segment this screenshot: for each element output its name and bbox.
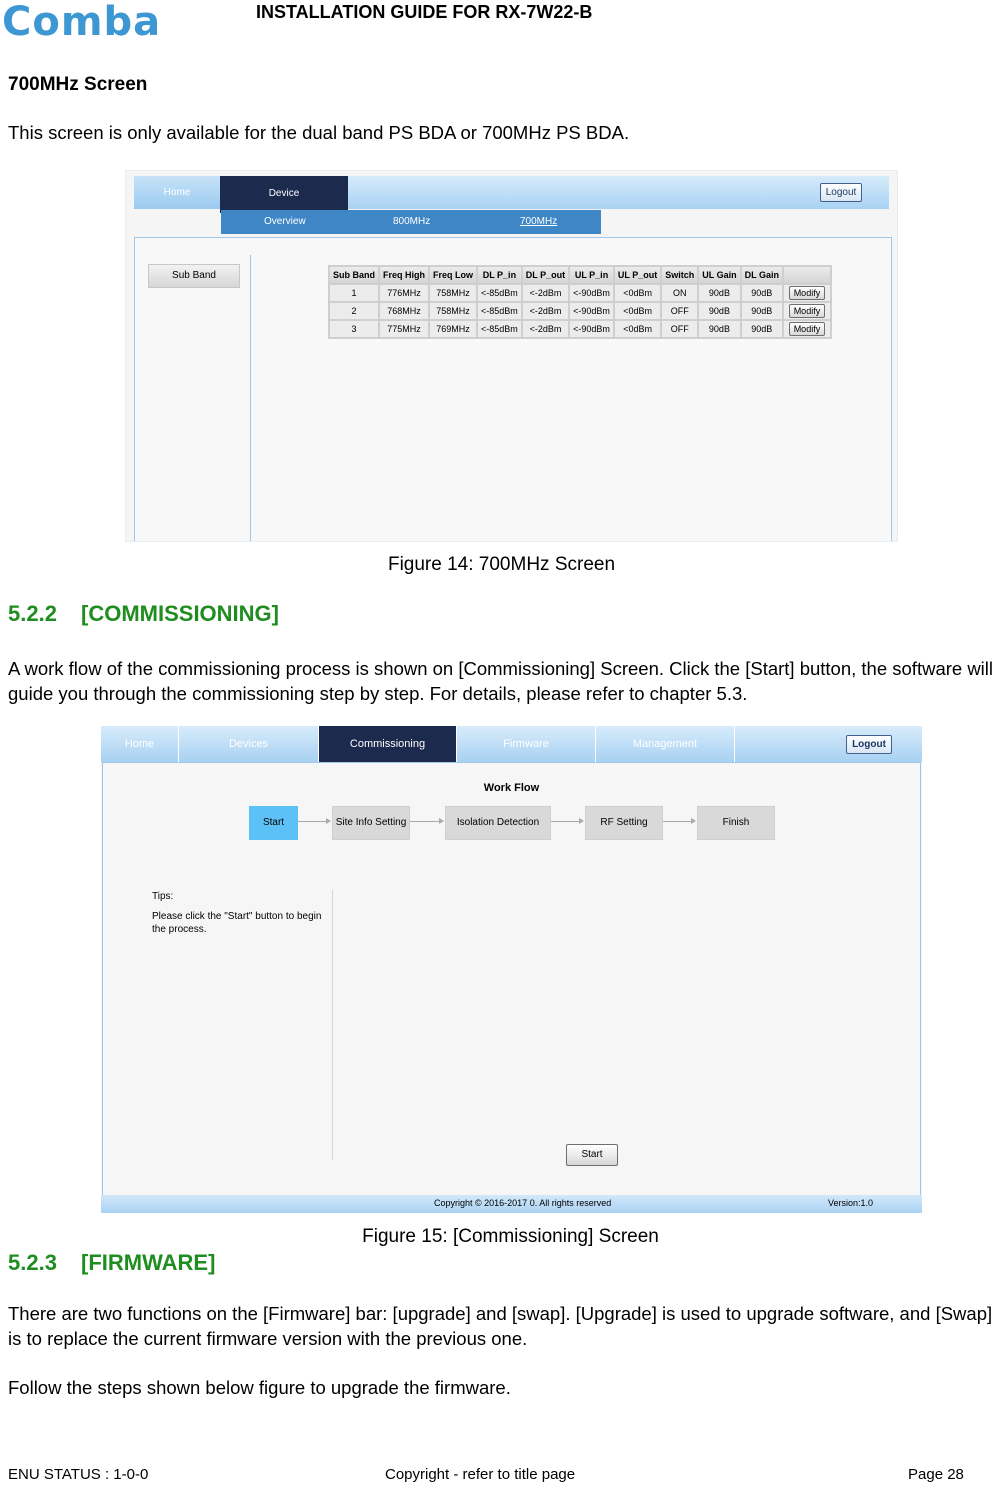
modify-button[interactable]: Modify [789,304,826,318]
footer-copyright: Copyright - refer to title page [385,1466,576,1483]
table-cell: 775MHz [380,321,428,337]
table-cell: 90dB [742,285,782,301]
copyright-text: Copyright © 2016-2017 0. All rights reserved [434,1198,612,1208]
col-header: DL Gain [742,267,782,283]
table-cell: 2 [330,303,378,319]
step-finish: Finish [697,806,775,840]
table-cell: <0dBm [615,321,660,337]
table-cell: 90dB [742,303,782,319]
step-site-info-setting: Site Info Setting [332,806,410,840]
table-cell: 758MHz [430,303,476,319]
section-heading-firmware [8,1250,215,1276]
nav-bar [101,726,922,762]
section-title: [FIRMWARE] [81,1250,216,1275]
col-header: UL Gain [699,267,739,283]
tips-text: Please click the "Start" button to begin the process. [152,911,322,935]
table-cell: 1 [330,285,378,301]
nav-tab-firmware[interactable]: Firmware [457,726,596,762]
logout-button[interactable]: Logout [846,735,892,754]
divider [250,255,251,542]
nav-tab-commissioning[interactable]: Commissioning [319,726,457,762]
table-cell: <0dBm [615,303,660,319]
table-cell: 90dB [742,321,782,337]
table-cell: 768MHz [380,303,428,319]
paragraph-commissioning: A work flow of the commissioning process is shown on [Commissioning] Screen. Click the [Start] button, the software will guide you through the commissioning step by step. For details, please refer to chapter 5.3. [8,658,994,704]
section-heading-commissioning [8,601,279,627]
modify-button[interactable]: Modify [789,322,826,336]
col-header: Sub Band [330,267,378,283]
table-row [330,321,830,337]
table-cell: <-2dBm [523,321,568,337]
footer-status: ENU STATUS : 1-0-0 [8,1466,149,1483]
section-number: 5.2.2 [8,601,57,626]
step-isolation-detection: Isolation Detection [445,806,551,840]
section-number: 5.2.3 [8,1250,57,1275]
table-cell: <-2dBm [523,303,568,319]
subnav-overview[interactable]: Overview [264,216,306,227]
nav-tab-devices[interactable]: Devices [179,726,319,762]
subnav-800mhz[interactable]: 800MHz [393,216,431,227]
table-cell: 90dB [699,321,739,337]
subnav-700mhz[interactable]: 700MHz [520,216,558,227]
table-cell: OFF [662,303,697,319]
arrow-icon [551,821,583,822]
table-header-row [330,267,830,283]
sub-nav-bar [221,210,601,234]
nav-tab-home[interactable]: Home [134,176,220,209]
col-header: Freq High [380,267,428,283]
table-cell: <-85dBm [478,285,521,301]
document-title: INSTALLATION GUIDE FOR RX-7W22-B [256,2,593,22]
col-header: DL P_in [478,267,521,283]
table-cell: <-90dBm [570,303,613,319]
section-title: [COMMISSIONING] [81,601,279,626]
table-row [330,303,830,319]
sub-band-button[interactable]: Sub Band [148,264,240,288]
table-row [330,285,830,301]
workflow-title: Work Flow [483,782,540,794]
nav-tab-management[interactable]: Management [596,726,735,762]
col-header: UL P_in [570,267,613,283]
nav-tab-device[interactable]: Device [220,176,348,213]
version-text: Version:1.0 [828,1198,874,1208]
screenshot-700mhz [125,170,898,542]
table-cell: <-85dBm [478,303,521,319]
tips-label: Tips: [152,891,174,902]
table-cell [784,321,830,337]
table-cell: <-90dBm [570,285,613,301]
arrow-icon [298,821,330,822]
table-cell [784,285,830,301]
divider [332,890,333,1160]
subband-table [328,265,832,339]
nav-tab-home[interactable]: Home [101,726,179,762]
subsection-heading-700mhz: 700MHz Screen [8,74,148,95]
col-header: Switch [662,267,697,283]
table-cell: 769MHz [430,321,476,337]
figure-caption-15: Figure 15: [Commissioning] Screen [362,1226,659,1247]
step-start: Start [249,806,298,840]
col-header: Freq Low [430,267,476,283]
modify-button[interactable]: Modify [789,286,826,300]
table-cell: 90dB [699,303,739,319]
table-cell: <-2dBm [523,285,568,301]
step-rf-setting: RF Setting [585,806,663,840]
table-cell: <-85dBm [478,321,521,337]
col-header: DL P_out [523,267,568,283]
start-button[interactable]: Start [566,1144,618,1166]
table-cell: <-90dBm [570,321,613,337]
arrow-icon [663,821,695,822]
footer-bar [101,1195,922,1213]
table-cell: <0dBm [615,285,660,301]
table-cell: ON [662,285,697,301]
paragraph-firmware-1: There are two functions on the [Firmware] bar: [upgrade] and [swap]. [Upgrade] is used to upgrade software, and [Swap] is to replace the current firmware version with the previous one. [8,1303,993,1349]
table-cell: 90dB [699,285,739,301]
table-cell [784,303,830,319]
screenshot-commissioning [101,726,922,1213]
table-cell: 758MHz [430,285,476,301]
paragraph-700mhz: This screen is only available for the dual band PS BDA or 700MHz PS BDA. [8,122,630,143]
arrow-icon [410,821,443,822]
comba-logo: Comba [2,0,162,45]
paragraph-firmware-2: Follow the steps shown below figure to upgrade the firmware. [8,1377,511,1398]
col-header: UL P_out [615,267,660,283]
figure-caption-14: Figure 14: 700MHz Screen [387,554,616,575]
logout-button[interactable]: Logout [820,183,862,202]
table-cell: OFF [662,321,697,337]
col-header-action [784,267,830,283]
footer-page-number: Page 28 [908,1466,964,1483]
table-cell: 776MHz [380,285,428,301]
table-cell: 3 [330,321,378,337]
